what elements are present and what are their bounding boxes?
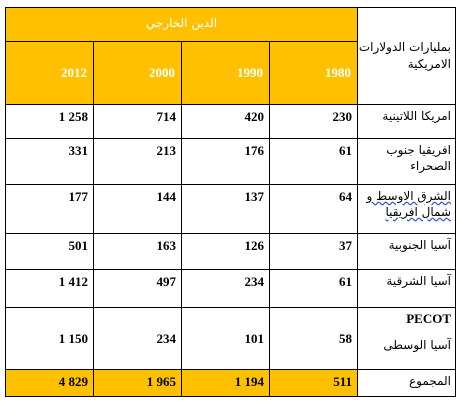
value-cell: 61 — [270, 270, 358, 308]
table-row — [6, 105, 456, 139]
region-label-cell — [358, 308, 456, 370]
region-label: امريكا اللاتينية — [358, 105, 456, 139]
value-cell: 58 — [270, 308, 358, 370]
table-row — [6, 234, 456, 270]
value-cell: 213 — [94, 139, 182, 185]
value-cell: 497 — [94, 270, 182, 308]
unit-label: بمليارات الدولارات الامريكية — [358, 8, 456, 105]
value-cell: 234 — [182, 270, 270, 308]
value-cell: 101 — [182, 308, 270, 370]
region-label: آسيا الجنوبية — [358, 234, 456, 270]
year-header: 2000 — [94, 42, 182, 105]
value-cell: 64 — [270, 185, 358, 234]
value-cell: 714 — [94, 105, 182, 139]
total-value-cell: 1 965 — [94, 370, 182, 397]
region-code: PECOT — [406, 311, 451, 326]
year-header: 1980 — [270, 42, 358, 105]
table-row — [6, 270, 456, 308]
value-cell: 37 — [270, 234, 358, 270]
total-value-cell: 4 829 — [6, 370, 94, 397]
region-label: افريقيا جنوب الصحراء — [358, 139, 456, 185]
table-row — [6, 308, 456, 370]
value-cell: 1 150 — [6, 308, 94, 370]
value-cell: 230 — [270, 105, 358, 139]
value-cell: 1 412 — [6, 270, 94, 308]
value-cell: 61 — [270, 139, 358, 185]
value-cell: 126 — [182, 234, 270, 270]
external-debt-table — [5, 7, 456, 397]
value-cell: 177 — [6, 185, 94, 234]
value-cell: 234 — [94, 308, 182, 370]
value-cell: 420 — [182, 105, 270, 139]
value-cell: 176 — [182, 139, 270, 185]
value-cell: 144 — [94, 185, 182, 234]
total-row — [6, 370, 456, 397]
region-label — [358, 185, 456, 234]
region-label: آسيا الوسطى — [383, 338, 451, 352]
total-value-cell: 511 — [270, 370, 358, 397]
value-cell: 137 — [182, 185, 270, 234]
year-header: 2012 — [6, 42, 94, 105]
year-header: 1990 — [182, 42, 270, 105]
value-cell: 1 258 — [6, 105, 94, 139]
value-cell: 163 — [94, 234, 182, 270]
value-cell: 331 — [6, 139, 94, 185]
total-value-cell: 1 194 — [182, 370, 270, 397]
total-label: المجموع — [358, 370, 456, 397]
region-label-text: الشرق الاوسط و شمال افريقيا — [366, 189, 451, 219]
table-title: الدين الخارجي — [6, 8, 358, 42]
table-row — [6, 185, 456, 234]
table-row — [6, 139, 456, 185]
region-label: آسيا الشرقية — [358, 270, 456, 308]
value-cell: 501 — [6, 234, 94, 270]
